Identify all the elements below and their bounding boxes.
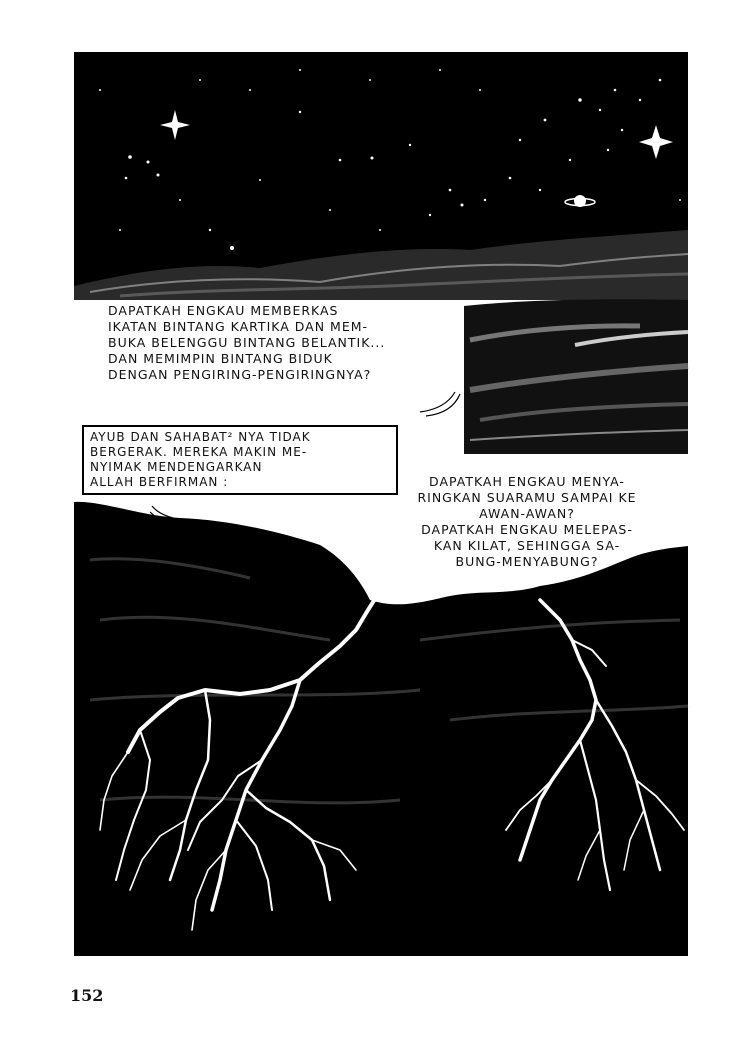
speech-line: DAN MEMIMPIN BINTANG BIDUK <box>108 351 333 366</box>
speech-text-top <box>108 303 385 383</box>
caption-line: BERGERAK. MEREKA MAKIN ME- <box>90 445 308 459</box>
speech-line: IKATAN BINTANG KARTIKA DAN MEM- <box>108 319 369 334</box>
speech-line: AWAN-AWAN? <box>479 506 575 521</box>
speech-line: BUKA BELENGGU BINTANG BELANTIK... <box>108 335 386 350</box>
speech-line: DENGAN PENGIRING-PENGIRINGNYA? <box>108 367 372 382</box>
speech-line: DAPATKAH ENGKAU MELEPAS- <box>421 522 633 537</box>
caption-line: ALLAH BERFIRMAN : <box>90 475 229 489</box>
cloud-panel <box>464 299 688 454</box>
caption-line: NYIMAK MENDENGARKAN <box>90 460 263 474</box>
speech-line: DAPATKAH ENGKAU MENYA- <box>429 474 625 489</box>
speech-line: KAN KILAT, SEHINGGA SA- <box>433 538 621 553</box>
narration-caption <box>82 425 398 495</box>
caption-line: AYUB DAN SAHABAT² NYA TIDAK <box>90 430 311 444</box>
night-sky-panel <box>74 52 688 300</box>
speech-line: DAPATKAH ENGKAU MEMBERKAS <box>108 303 339 318</box>
page-number: 152 <box>70 986 104 1005</box>
speech-line: RINGKAN SUARAMU SAMPAI KE <box>417 490 637 505</box>
speech-text-bottom <box>382 474 672 570</box>
speech-line: BUNG-MENYABUNG? <box>455 554 599 569</box>
